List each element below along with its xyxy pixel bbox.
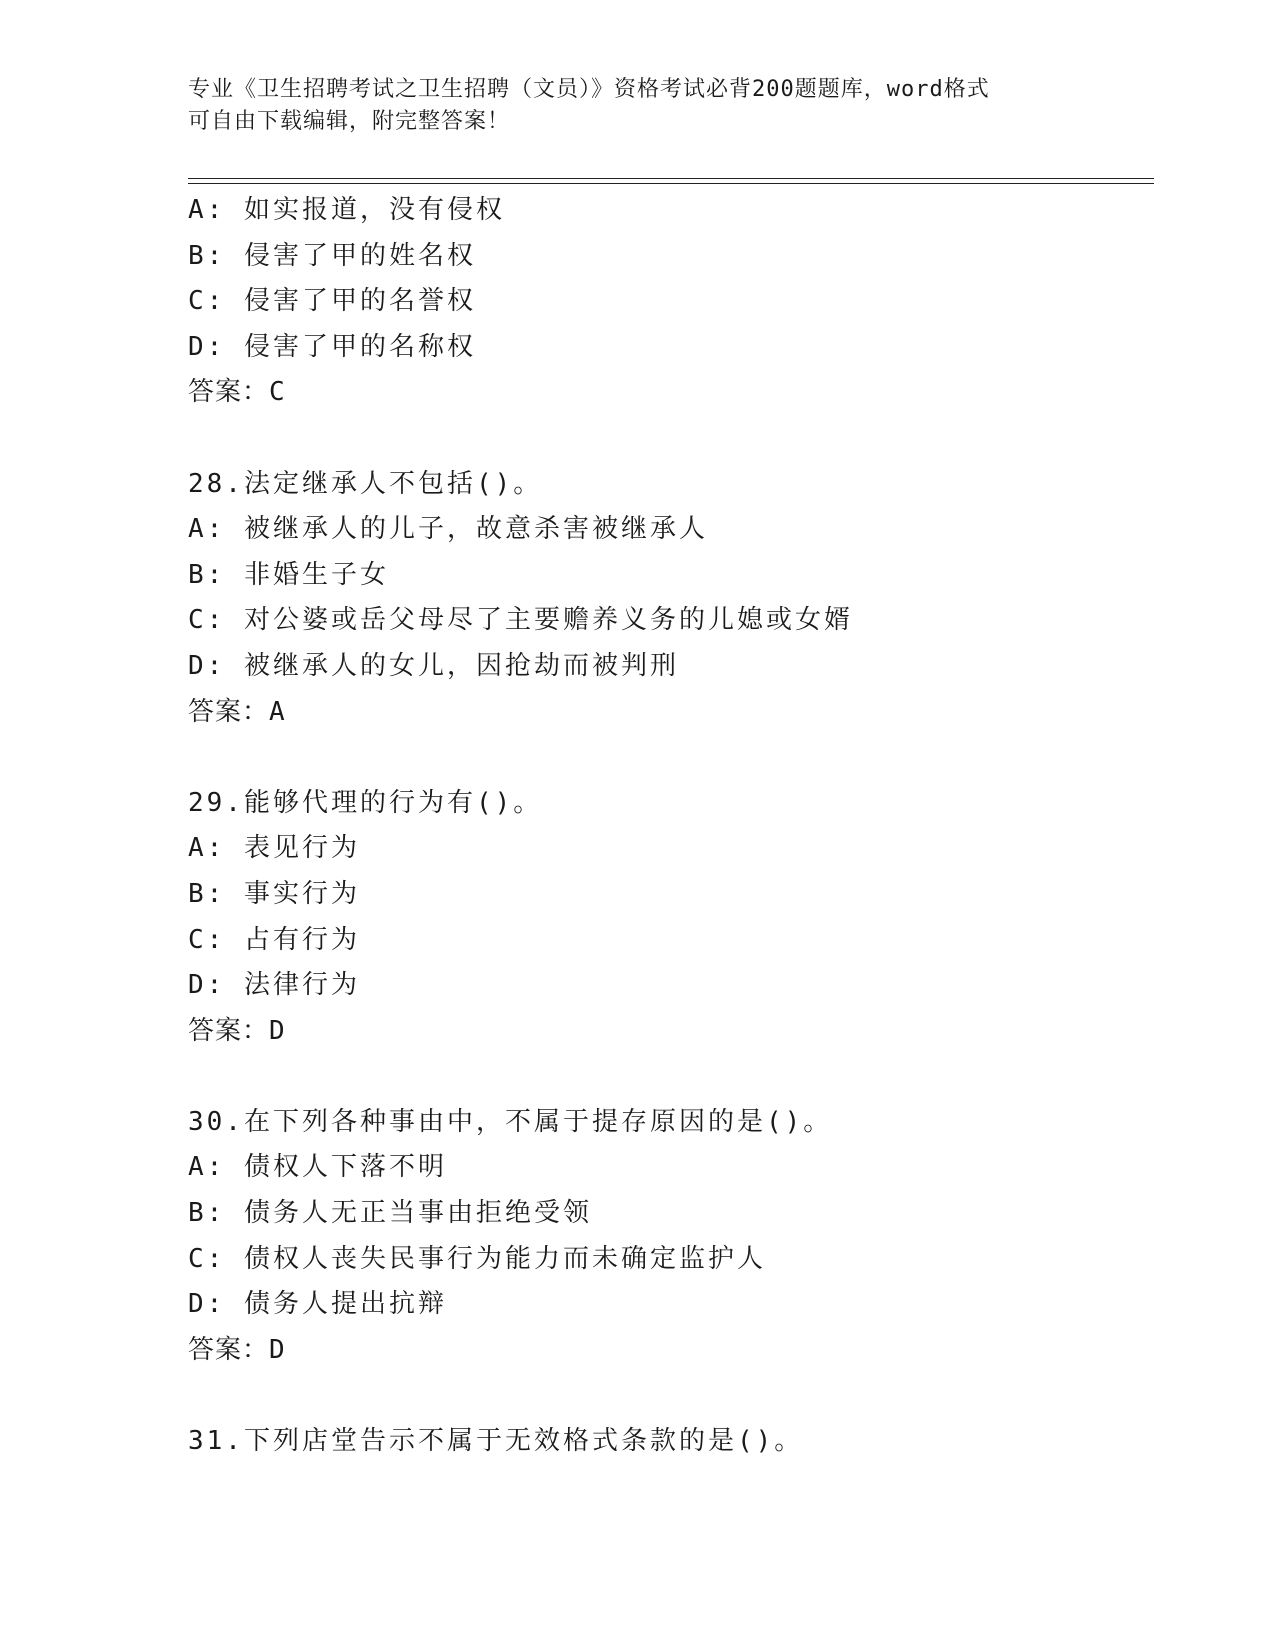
- option-b: B: 事实行为: [188, 878, 360, 909]
- header-line-1: 专业《卫生招聘考试之卫生招聘（文员）》资格考试必背200题题库，word格式: [188, 77, 990, 102]
- answer-line: [188, 690, 1154, 736]
- option-d: D: 债务人提出抗辩: [188, 1289, 447, 1320]
- answer-label: 答案：: [188, 377, 270, 408]
- option-d: D: 法律行为: [188, 970, 360, 1001]
- option-b: B: 债务人无正当事由拒绝受领: [188, 1198, 592, 1229]
- document-header: [188, 74, 1088, 138]
- option-a: A: 表见行为: [188, 833, 360, 864]
- option-c: C: 债权人丧失民事行为能力而未确定监护人: [188, 1243, 766, 1274]
- option-c: C: 对公婆或岳父母尽了主要赡养义务的儿媳或女婿: [188, 605, 853, 636]
- option-a: A: 债权人下落不明: [188, 1152, 447, 1183]
- question-block-27: [188, 188, 1154, 416]
- header-line-2: 可自由下载编辑，附完整答案！: [188, 109, 511, 134]
- question-block-31: [188, 1419, 1154, 1465]
- answer-value: D: [269, 1015, 286, 1046]
- question-block-30: [188, 1100, 1154, 1374]
- question-block-29: [188, 781, 1154, 1055]
- header-divider-bottom: [188, 183, 1154, 184]
- answer-value: D: [269, 1334, 286, 1365]
- answer-line: [188, 1009, 1154, 1055]
- question-text: 30.在下列各种事由中，不属于提存原因的是()。: [188, 1106, 833, 1137]
- answer-value: A: [269, 696, 286, 727]
- option-b: B: 侵害了甲的姓名权: [188, 240, 476, 271]
- answer-label: 答案：: [188, 696, 270, 727]
- option-b: B: 非婚生子女: [188, 559, 389, 590]
- option-d: D: 被继承人的女儿，因抢劫而被判刑: [188, 650, 679, 681]
- option-d: D: 侵害了甲的名称权: [188, 331, 476, 362]
- header-divider-top: [188, 178, 1154, 179]
- answer-line: [188, 370, 1154, 416]
- answer-label: 答案：: [188, 1015, 270, 1046]
- question-text: 31.下列店堂告示不属于无效格式条款的是()。: [188, 1426, 804, 1457]
- question-list: [188, 188, 1154, 1465]
- answer-line: [188, 1328, 1154, 1374]
- answer-label: 答案：: [188, 1334, 270, 1365]
- option-c: C: 占有行为: [188, 924, 360, 955]
- option-a: A: 如实报道，没有侵权: [188, 195, 505, 225]
- option-a: A: 被继承人的儿子，故意杀害被继承人: [188, 514, 708, 545]
- question-block-28: [188, 462, 1154, 736]
- question-text: 29.能够代理的行为有()。: [188, 787, 543, 818]
- option-c: C: 侵害了甲的名誉权: [188, 286, 476, 317]
- question-text: 28.法定继承人不包括()。: [188, 468, 543, 499]
- answer-value: C: [269, 377, 286, 408]
